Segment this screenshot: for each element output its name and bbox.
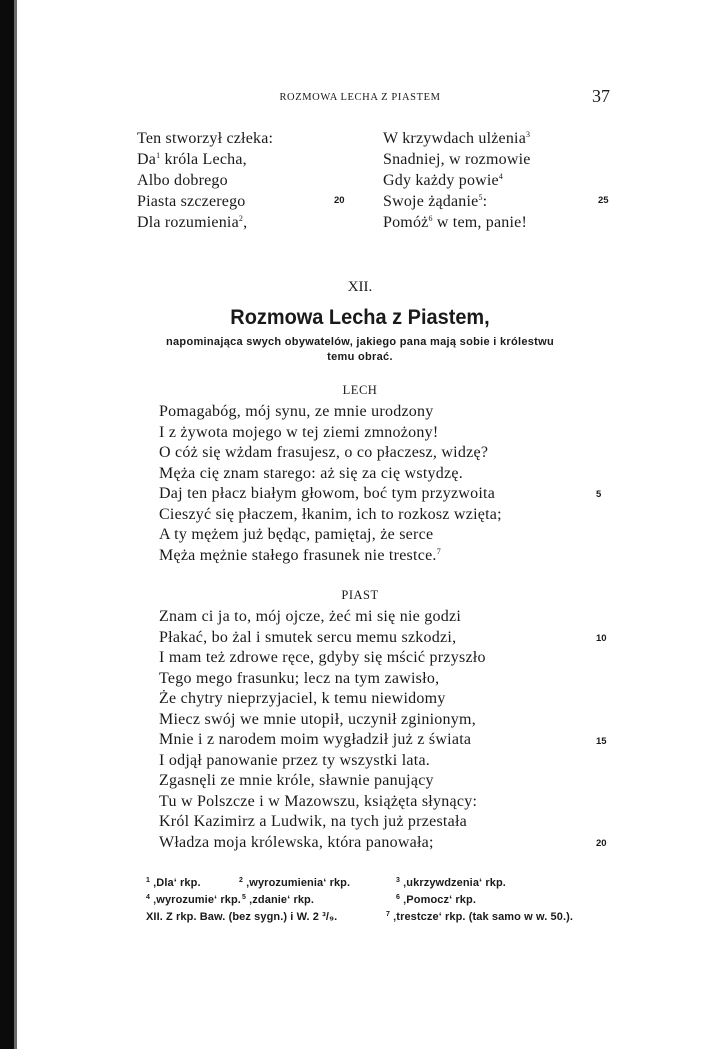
verse-line: Ten stworzył człeka: — [137, 130, 274, 147]
line-number: 25 — [598, 195, 609, 206]
line-number: 20 — [334, 195, 345, 206]
footnote-ref: 3 — [526, 130, 531, 139]
footnote-ref: 4 — [498, 172, 504, 181]
verse-line: Władza moja królewska, która panowała; — [159, 833, 434, 851]
verse-line: Znam ci ja to, mój ojcze, żeć mi się nie godzi — [159, 608, 462, 625]
running-title: ROZMOWA LECHA Z PIASTEM — [279, 92, 441, 103]
footnote-5: $^5$ ‚zdanie‘ rkp. — [242, 894, 315, 906]
subtitle-line: napominająca swych obywatelów, jakiego pana mają sobie i królestwu — [165, 336, 554, 348]
verse-line: Że chytry nieprzyjaciel, k temu niewidomy — [159, 690, 446, 707]
line-number: 20 — [596, 838, 607, 849]
verse-line: Piasta szczerego — [137, 193, 246, 210]
verse-line: Miecz swój we mnie utopił, uczynił zginionym, — [159, 710, 476, 728]
verse-line: Pomóż$^6$ w tem, panie! — [383, 214, 527, 231]
verse-line: Męża mężnie stałego frasunek nie trestce.$^7$ — [159, 546, 441, 564]
top-verse-column-right — [383, 128, 531, 233]
footnote-3: $^3$ ‚ukrzywdzenia‘ rkp. — [396, 877, 506, 889]
top-verse-column-left — [137, 128, 273, 233]
footnote-ref: 7 — [436, 546, 441, 556]
verse-line: Mnie i z narodem moim wygładził już z świata — [159, 731, 472, 748]
section-number: XII. — [347, 279, 373, 295]
speaker-piast: PIAST — [341, 588, 379, 602]
lech-verse — [159, 402, 502, 566]
footnote-1: $^1$ ‚Dla‘ rkp. — [146, 877, 201, 889]
book-spine-shadow — [0, 0, 14, 1049]
verse-line: Tego mego frasunku; lecz na tym zawisło, — [159, 669, 440, 687]
verse-line: I z żywota mojego w tej ziemi zmnożony! — [159, 423, 439, 441]
verse-line: O cóż się wżdam frasujesz, o co płaczesz, widzę? — [159, 444, 489, 461]
subtitle-line: temu obrać. — [327, 351, 393, 363]
verse-line: A ty mężem już będąc, pamiętaj, że serce — [159, 526, 434, 543]
footnote-4: $^4$ ‚wyrozumie‘ rkp. — [146, 894, 241, 906]
speaker-lech: LECH — [342, 383, 378, 397]
verse-line: W krzywdach ulżenia$^3$ — [383, 130, 531, 147]
footnote-2: $^2$ ‚wyrozumienia‘ rkp. — [239, 877, 351, 889]
verse-line: Męża cię znam starego: aż się za cię wstydzę. — [159, 464, 463, 482]
line-number: 5 — [596, 489, 602, 500]
verse-line: Zgasnęli ze mnie króle, sławnie panujący — [159, 772, 434, 789]
line-number: 10 — [596, 633, 607, 644]
verse-line: Tu w Polszcze i w Mazowszu, książęta słynący: — [159, 792, 478, 810]
footnote-ref: 1 — [156, 151, 161, 160]
footnote-6: $^6$ ‚Pomocz‘ rkp. — [396, 894, 476, 906]
verse-line: Albo dobrego — [137, 172, 228, 189]
footnote-ref: 6 — [428, 214, 433, 223]
footnote-7: $^7$ ‚trestcze‘ rkp. (tak samo w w. 50.). — [386, 911, 574, 923]
poem-subtitle — [118, 335, 602, 365]
footnote-ref: 2 — [238, 214, 244, 223]
book-spine-edge — [14, 0, 17, 1049]
line-number: 15 — [596, 736, 607, 747]
source-note: XII. Z rkp. Baw. (bez sygn.) i W. 2 ³/₉. — [146, 911, 338, 923]
page-number: 37 — [592, 86, 610, 106]
verse-line: Gdy każdy powie$^4$ — [383, 172, 504, 189]
verse-line: Pomagabóg, mój synu, ze mnie urodzony — [159, 403, 434, 420]
poem-title: Rozmowa Lecha z Piastem, — [230, 306, 490, 329]
verse-line: Dla rozumienia$^2$, — [137, 214, 248, 231]
verse-line: Cieszyć się płaczem, łkanim, ich to rozkosz wzięta; — [159, 505, 502, 523]
verse-line: Snadniej, w rozmowie — [383, 151, 531, 168]
verse-line: Król Kazimirz a Ludwik, na tych już przestała — [159, 813, 468, 830]
footnote-ref: 5 — [478, 193, 483, 202]
verse-line: Płakać, bo żal i smutek sercu memu szkodzi, — [159, 628, 457, 646]
verse-line: Da$^1$ króla Lecha, — [137, 151, 247, 168]
verse-line: Daj ten płacz białym głowom, boć tym przyzwoita — [159, 485, 496, 502]
verse-line: I mam też zdrowe ręce, gdyby się mścić przyszło — [159, 649, 486, 666]
piast-verse — [159, 607, 486, 853]
verse-line: I odjął panowanie przez ty wszystki lata. — [159, 751, 431, 769]
verse-line: Swoje żądanie$^5$: — [383, 193, 488, 210]
